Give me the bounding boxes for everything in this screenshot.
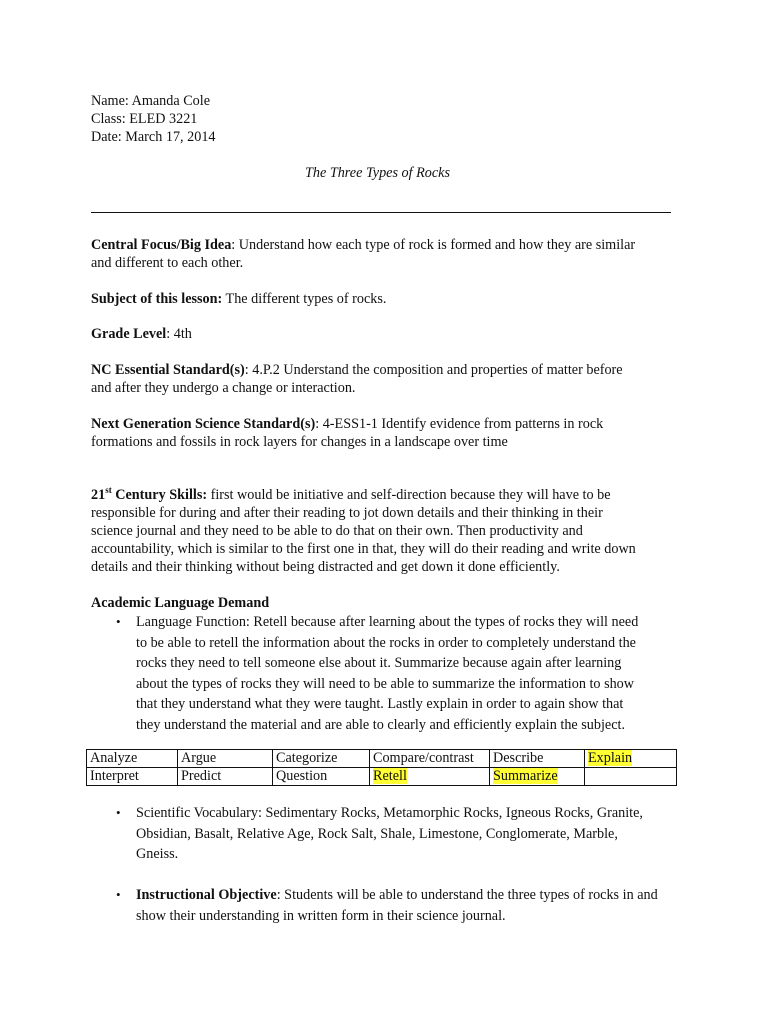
class-name: Class: ELED 3221 — [91, 111, 198, 127]
central-focus-line2: and different to each other. — [91, 255, 244, 271]
nc-standard-line1 — [91, 361, 623, 379]
table-row — [87, 768, 677, 786]
table-cell: Predict — [178, 768, 273, 786]
ngss-text: : 4-ESS1-1 Identify evidence from patterns in rock — [315, 416, 604, 432]
student-name: Name: Amanda Cole — [91, 93, 210, 109]
table-cell: Analyze — [87, 750, 178, 768]
ngss-label: Next Generation Science Standard(s) — [91, 416, 316, 432]
objective-label: Instructional Objective — [136, 887, 277, 903]
ngss-line1 — [91, 415, 603, 433]
central-focus-line1 — [91, 236, 635, 254]
academic-heading-text: Academic Language Demand — [91, 595, 270, 611]
central-focus-text: : Understand how each type of rock is formed and how they are similar — [231, 237, 636, 253]
highlighted-word: Summarize — [493, 768, 558, 784]
skills-line2: responsible for during and after their reading to jot down details and their thinking in their — [91, 505, 603, 521]
language-function-line6: they understand the material and are able to clearly and efficiently explain the subject. — [136, 716, 626, 733]
bullet-language-function: • — [116, 614, 121, 629]
academic-heading — [91, 594, 269, 612]
language-function-line3: rocks they need to tell someone else about it. Summarize because again after learning — [136, 655, 622, 671]
table-cell: Describe — [490, 750, 585, 768]
skills-text: first would be initiative and self-direction because they will have to be — [207, 487, 611, 503]
subject-line — [91, 290, 386, 308]
bullet-vocabulary: • — [116, 805, 121, 820]
grade-line — [91, 325, 192, 343]
language-function-line2: to be able to retell the information about the rocks in order to completely understand the — [136, 634, 636, 651]
table-cell-highlighted — [490, 768, 585, 786]
skills-label-number: 21 — [91, 487, 106, 503]
language-function-line5: that they understand what they were taught. Lastly explain in order to again show that — [136, 696, 624, 712]
objective-text: : Students will be able to understand the three types of rocks in and — [276, 887, 658, 903]
table-cell — [585, 768, 677, 786]
table-cell-highlighted — [585, 750, 677, 768]
table-cell: Categorize — [273, 750, 370, 768]
ngss-line2: formations and fossils in rock layers for changes in a landscape over time — [91, 434, 508, 450]
vocabulary-line3: Gneiss. — [136, 846, 179, 862]
page-title: The Three Types of Rocks — [305, 165, 450, 181]
skills-line3: science journal and they need to be able to do that on their own. Then productivity and — [91, 523, 583, 539]
nc-standard-line2: and after they undergo a change or interaction. — [91, 380, 356, 396]
nc-standard-label: NC Essential Standard(s) — [91, 362, 245, 378]
skills-line1 — [91, 486, 611, 504]
skills-label-text: Century Skills: — [111, 487, 208, 503]
table-cell: Interpret — [87, 768, 178, 786]
objective-line1 — [136, 885, 658, 906]
highlighted-word: Explain — [588, 750, 633, 766]
table-row — [87, 750, 677, 768]
vocabulary-line2: Obsidian, Basalt, Relative Age, Rock Salt, Shale, Limestone, Conglomerate, Marble, — [136, 825, 618, 842]
skills-label — [91, 487, 207, 503]
date: Date: March 17, 2014 — [91, 129, 216, 145]
objective-line2: show their understanding in written form in their science journal. — [136, 907, 506, 924]
skills-label-superscript: st — [105, 485, 112, 495]
subject-text: The different types of rocks. — [222, 291, 387, 307]
highlighted-word: Retell — [373, 768, 407, 784]
central-focus-label: Central Focus/Big Idea — [91, 237, 232, 253]
table-cell: Argue — [178, 750, 273, 768]
nc-standard-text: : 4.P.2 Understand the composition and properties of matter before — [244, 362, 623, 378]
language-function-line4: about the types of rocks they will need to be able to summarize the information to show — [136, 675, 635, 692]
academic-verbs-table — [86, 749, 677, 786]
grade-text: : 4th — [166, 326, 192, 342]
skills-line5: details and their thinking without being distracted and get down it done efficiently. — [91, 559, 560, 575]
table-cell: Compare/contrast — [370, 750, 490, 768]
language-function-line1: Language Function: Retell because after learning about the types of rocks they will need — [136, 614, 639, 630]
bullet-objective: • — [116, 887, 121, 902]
table-cell-highlighted — [370, 768, 490, 786]
vocabulary-line1: Scientific Vocabulary: Sedimentary Rocks, Metamorphic Rocks, Igneous Rocks, Granite, — [136, 805, 643, 821]
subject-label: Subject of this lesson: — [91, 291, 223, 307]
table-cell: Question — [273, 768, 370, 786]
title-divider — [91, 212, 671, 213]
grade-label: Grade Level — [91, 326, 167, 342]
skills-line4: accountability, which is similar to the first one in that, they will do their reading and write down — [91, 541, 636, 557]
